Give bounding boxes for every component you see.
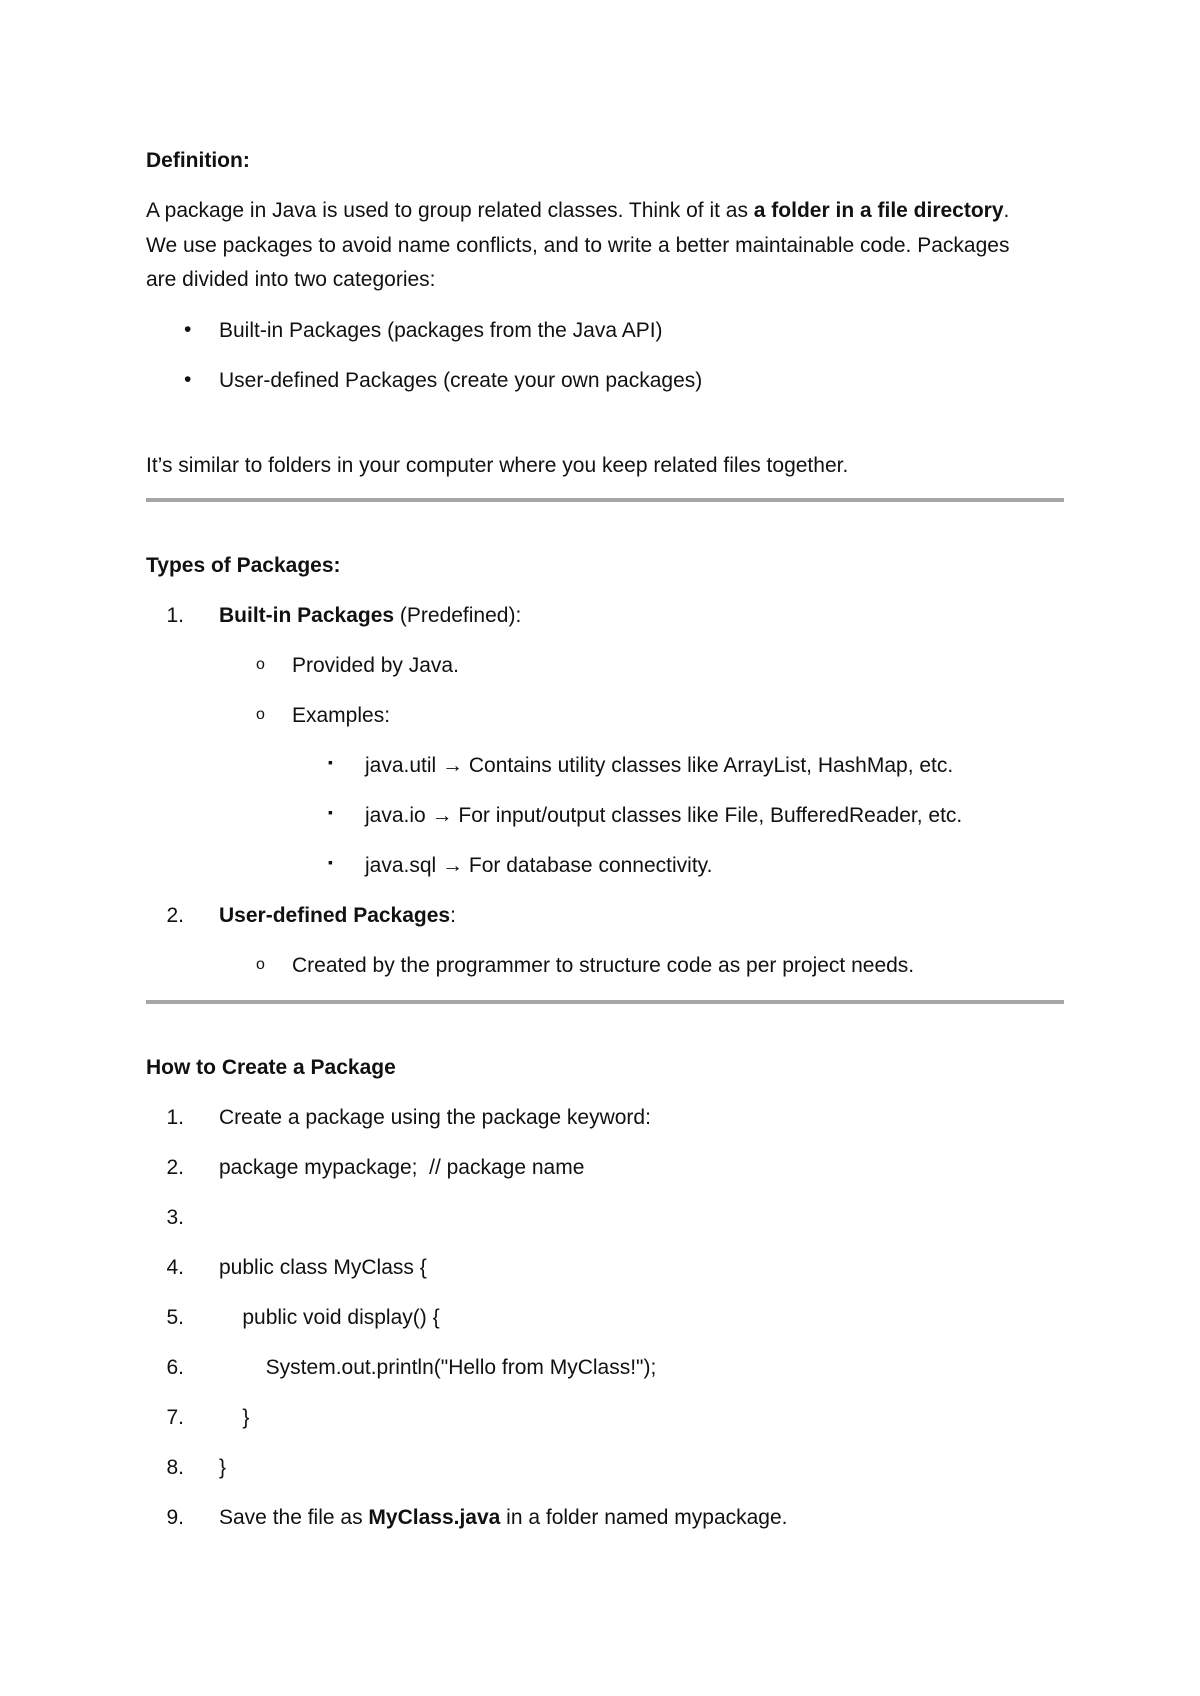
create-step: } — [219, 1406, 250, 1429]
circle-bullet-icon: o — [256, 656, 265, 673]
types-heading: Types of Packages: — [146, 554, 341, 577]
sub-item: Created by the programmer to structure code as per project needs. — [292, 954, 915, 977]
sub-item: Examples: — [292, 704, 391, 727]
create-step: } — [219, 1456, 227, 1479]
definition-period: . — [1003, 199, 1010, 222]
definition-text: A package in Java is used to group related classes. Think of it as — [146, 199, 754, 222]
square-bullet-icon: ▪ — [328, 854, 333, 870]
save-filename: MyClass.java — [368, 1506, 501, 1529]
bullet-icon: • — [184, 368, 192, 391]
types-item-title: Built-in Packages — [219, 604, 395, 627]
bullet-icon: • — [184, 318, 192, 341]
list-number: 7. — [166, 1406, 184, 1429]
create-step-save — [219, 1505, 788, 1531]
create-step: package mypackage; // package name — [219, 1156, 585, 1179]
list-number: 3. — [166, 1206, 184, 1229]
sub-item: Provided by Java. — [292, 654, 459, 677]
list-number: 5. — [166, 1306, 184, 1329]
list-number: 2. — [166, 904, 184, 927]
definition-paragraph-line-3: are divided into two categories: — [146, 268, 436, 291]
types-item-title: User-defined Packages — [219, 904, 451, 927]
example-item: java.sql → For database connectivity. — [365, 854, 713, 877]
horizontal-rule — [146, 1000, 1064, 1004]
example-item: java.io → For input/output classes like File, BufferedReader, etc. — [365, 804, 963, 827]
definition-emphasis: a folder in a file directory — [753, 199, 1004, 222]
list-number: 8. — [166, 1456, 184, 1479]
definition-summary: It’s similar to folders in your computer where you keep related files together. — [146, 454, 849, 477]
circle-bullet-icon: o — [256, 956, 265, 973]
save-text: Save the file as — [219, 1506, 369, 1529]
create-step: public void display() { — [219, 1306, 440, 1329]
list-number: 1. — [166, 1106, 184, 1129]
list-number: 4. — [166, 1256, 184, 1279]
create-step: System.out.println("Hello from MyClass!"); — [219, 1356, 657, 1379]
definition-paragraph-line-1 — [146, 198, 1009, 224]
square-bullet-icon: ▪ — [328, 804, 333, 820]
types-item-note: (Predefined): — [394, 604, 522, 627]
list-number: 6. — [166, 1356, 184, 1379]
create-heading: How to Create a Package — [146, 1056, 396, 1079]
list-number: 2. — [166, 1156, 184, 1179]
horizontal-rule — [146, 498, 1064, 502]
definition-heading: Definition: — [146, 149, 250, 172]
save-text-end: in a folder named mypackage. — [500, 1506, 788, 1529]
types-item-builtin — [219, 603, 521, 629]
list-number: 1. — [166, 604, 184, 627]
circle-bullet-icon: o — [256, 706, 265, 723]
types-item-note: : — [450, 904, 456, 927]
create-step: public class MyClass { — [219, 1256, 427, 1279]
create-step: Create a package using the package keyword: — [219, 1106, 651, 1129]
definition-paragraph-line-2: We use packages to avoid name conflicts, and to write a better maintainable code. Packages — [146, 234, 1010, 257]
square-bullet-icon: ▪ — [328, 754, 333, 770]
example-item: java.util → Contains utility classes like ArrayList, HashMap, etc. — [365, 754, 954, 777]
list-number: 9. — [166, 1506, 184, 1529]
types-item-userdefined — [219, 903, 456, 929]
bullet-item: User-defined Packages (create your own packages) — [219, 369, 703, 392]
bullet-item: Built-in Packages (packages from the Java API) — [219, 319, 663, 342]
